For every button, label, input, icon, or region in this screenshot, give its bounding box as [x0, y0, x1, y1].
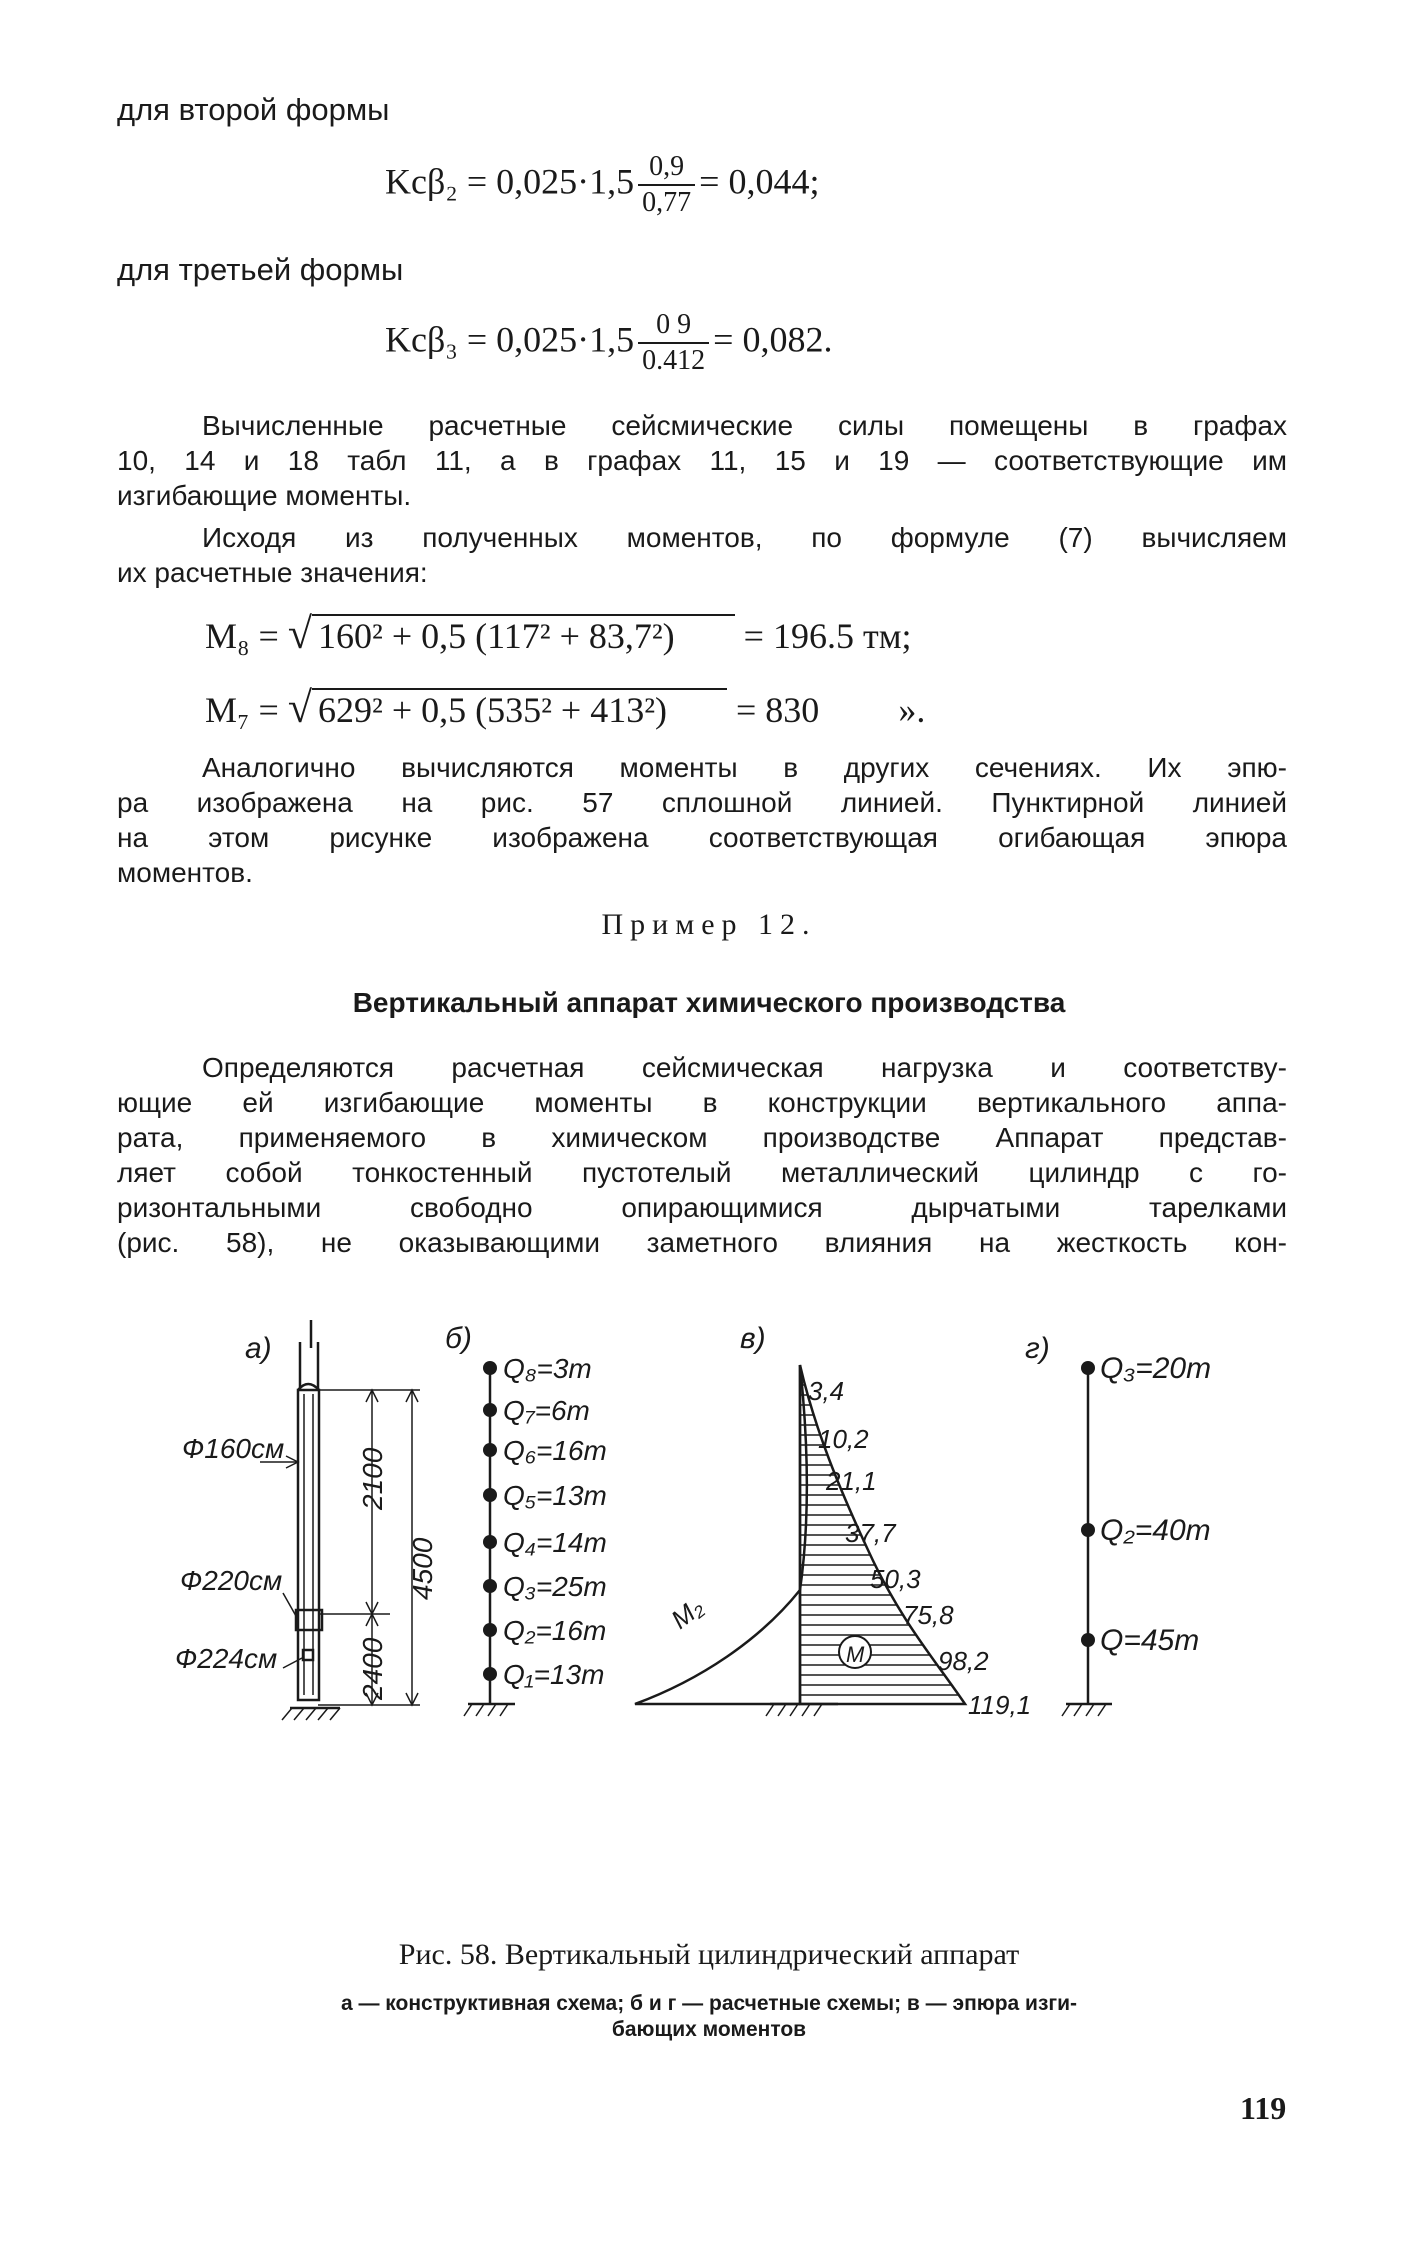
formula-m8 [205, 608, 911, 659]
paragraph-3-line: на этом рисунке изображена соответствующая огибающая эпюра [117, 822, 1287, 853]
diameter-220: Ф220см [180, 1565, 283, 1596]
paragraph-4-line: ющие ей изгибающие моменты в конструкции вертикального аппа- [117, 1087, 1287, 1118]
paragraph-4-line: (рис. 58), не оказывающими заметного влияния на жесткость кон- [117, 1227, 1287, 1258]
paragraph-3-line: ра изображена на рис. 57 сплошной линией. Пунктирной линией [117, 787, 1287, 818]
load-q6: Q₆=16т [503, 1435, 607, 1466]
formula-m7-ditto: ». [898, 690, 926, 730]
formula-m8-rhs: = 196.5 тм; [743, 616, 912, 656]
paragraph-2-line: Исходя из полученных моментов, по формуле (7) вычисляем [202, 522, 1287, 553]
load-q4: Q₄=14т [503, 1527, 607, 1558]
formula-k3-num: 0 9 [638, 308, 709, 344]
moment-21-1: 21,1 [826, 1466, 877, 1496]
m-label: M [846, 1642, 865, 1667]
load-q2: Q₂=16т [503, 1615, 607, 1646]
moment-75-8: 75,8 [903, 1600, 954, 1630]
paragraph-3-line: моментов. [117, 857, 253, 888]
paragraph-4-line: Определяются расчетная сейсмическая нагрузка и соответству- [202, 1052, 1287, 1083]
load-g-q3: Q₃=20т [1100, 1352, 1212, 1385]
figure-caption-line1: а — конструктивная схема; б и г — расчетные схемы; в — эпюра изги- [340, 1992, 1078, 2015]
paragraph-3-line: Аналогично вычисляются моменты в других сечениях. Их эпю- [202, 752, 1287, 783]
load-q7: Q₇=6т [503, 1395, 590, 1426]
load-g-q2: Q₂=40т [1100, 1514, 1211, 1547]
load-q8: Q₈=3т [503, 1353, 592, 1384]
paragraph-4-line: ляет собой тонкостенный пустотелый металлический цилиндр с го- [117, 1157, 1287, 1188]
paragraph-4-line: ризонтальными свободно опирающимися дырчатыми тарелками [117, 1192, 1287, 1223]
figure-58 [0, 1320, 1418, 1900]
formula-k3 [385, 308, 832, 378]
formula-m7-radicand: 629² + 0,5 (535² + 413²) [312, 688, 727, 730]
formula-m7-lhs: M₇ = [205, 690, 279, 730]
page-number: 119 [1240, 2090, 1287, 2126]
load-q3: Q₃=25т [503, 1571, 607, 1602]
formula-m7-rhs: = 830 [736, 690, 820, 730]
panel-label-v: в) [740, 1322, 766, 1355]
formula-k3-lhs: Kсβ₃ = 0,025·1,5 [385, 319, 635, 360]
load-g-q1: Q=45т [1100, 1624, 1200, 1657]
formula-k2-num: 0,9 [638, 150, 695, 186]
load-q5: Q₅=13т [503, 1480, 607, 1511]
load-q1: Q₁=13т [503, 1659, 605, 1690]
formula-m8-radicand: 160² + 0,5 (117² + 83,7²) [312, 614, 735, 656]
m2-label: M₂ [665, 1591, 709, 1635]
panel-a-scheme [260, 1320, 420, 1720]
mass-dot-q7 [483, 1403, 497, 1417]
mass-dot-q2 [483, 1623, 497, 1637]
mass-dot-q6 [483, 1443, 497, 1457]
paragraph-2-line: их расчетные значения: [117, 557, 428, 588]
sqrt-sign: √ [287, 609, 313, 658]
formula-k2-den: 0,77 [642, 187, 692, 218]
sqrt-sign: √ [287, 683, 313, 732]
moment-10-2: 10,2 [818, 1424, 869, 1454]
moment-119-1: 119,1 [968, 1690, 1032, 1720]
formula-k2 [385, 150, 819, 220]
panel-label-b: б) [445, 1322, 472, 1355]
paragraph-2 [117, 520, 1287, 590]
figure-caption-title: Рис. 58. Вертикальный цилиндрический аппарат [398, 1938, 1020, 1971]
mass-dot-q3 [483, 1579, 497, 1593]
paragraph-1-line: изгибающие моменты. [117, 480, 412, 511]
moment-37-7: 37,7 [845, 1518, 896, 1548]
figure-caption-line2: бающих моментов [611, 2018, 807, 2041]
formula-m8-lhs: M₈ = [205, 616, 279, 656]
mass-dot-q5 [483, 1488, 497, 1502]
paragraph-1 [117, 408, 1287, 513]
panel-label-a: а) [245, 1332, 272, 1365]
moment-98-2: 98,2 [938, 1646, 989, 1676]
formula-k2-rhs: = 0,044; [699, 161, 820, 202]
intro-second-form: для второй формы [117, 92, 390, 127]
example-title: Пример 12. [601, 908, 817, 941]
formula-m7 [205, 682, 925, 733]
paragraph-1-line: 10, 14 и 18 табл 11, а в графах 11, 15 и 19 — соответствующие им [117, 445, 1287, 476]
paragraph-1-line: Вычисленные расчетные сейсмические силы помещены в графах [202, 410, 1287, 441]
dim-2400: 2400 [357, 1637, 388, 1700]
formula-k3-den: 0.412 [642, 345, 706, 376]
mass-dot-g1 [1081, 1633, 1095, 1647]
diameter-224: Ф224см [175, 1643, 278, 1674]
paragraph-3 [117, 750, 1287, 890]
moment-50-3: 50,3 [870, 1564, 921, 1594]
mass-dot-g2 [1081, 1523, 1095, 1537]
mass-dot-q1 [483, 1667, 497, 1681]
intro-third-form: для третьей формы [117, 252, 404, 287]
diameter-160: Ф160см [182, 1433, 285, 1464]
dim-2100: 2100 [357, 1447, 388, 1510]
panel-v-diagram [635, 1365, 965, 1716]
moment-3-4: 3,4 [808, 1376, 845, 1406]
paragraph-4-line: рата, применяемого в химическом производстве Аппарат представ- [117, 1122, 1287, 1153]
dim-4500: 4500 [407, 1537, 438, 1600]
formula-k2-lhs: Kсβ₂ = 0,025·1,5 [385, 161, 635, 202]
paragraph-4 [117, 1050, 1287, 1260]
mass-dot-q4 [483, 1535, 497, 1549]
mass-dot-g3 [1081, 1361, 1095, 1375]
section-heading: Вертикальный аппарат химического производства [352, 987, 1066, 1018]
formula-k3-rhs: = 0,082. [713, 319, 833, 360]
mass-dot-q8 [483, 1361, 497, 1375]
panel-label-g: г) [1025, 1332, 1050, 1365]
